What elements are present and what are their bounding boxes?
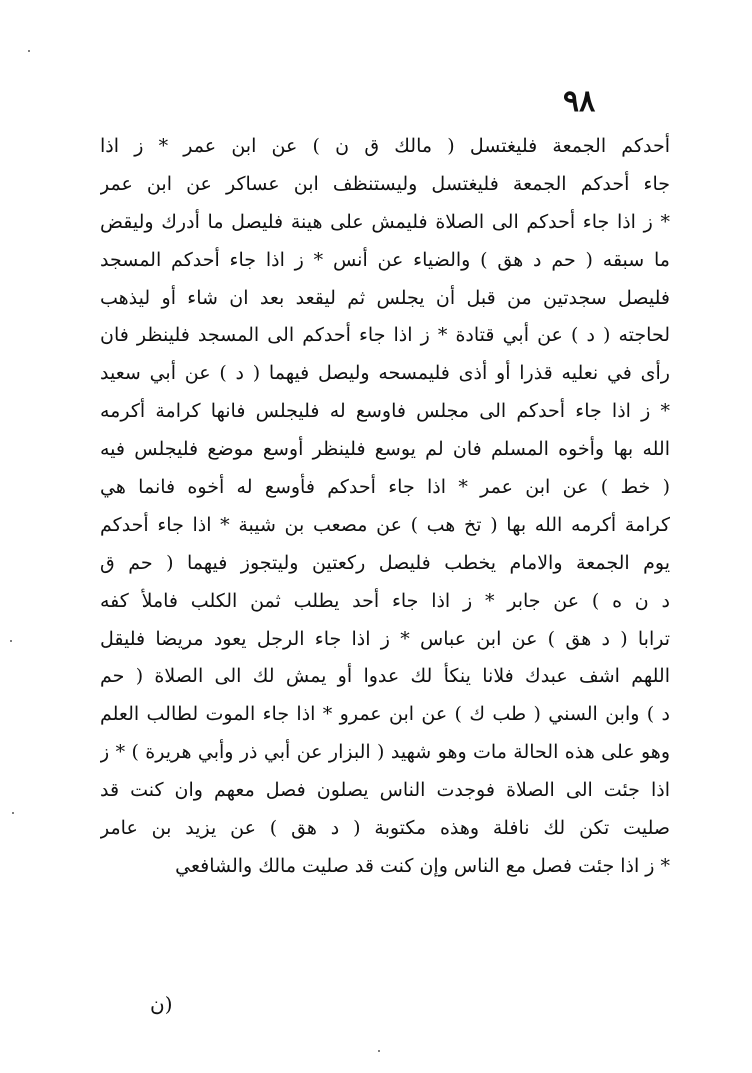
text-line: ( خط ) عن ابن عمر * اذا جاء أحدكم فأوسع له أخوه فانما هي [100, 476, 670, 499]
text-line: رأى في نعليه قذرا أو أذى فليمسحه وليصل فيهما ( د ) عن أبي سعيد [100, 362, 670, 385]
text-line: وهو على هذه الحالة مات وهو شهيد ( البزار عن أبي ذر وأبي هريرة ) * ز [100, 741, 670, 764]
text-line: صليت تكن لك نافلة وهذه مكتوبة ( د هق ) عن يزيد بن عامر [100, 817, 670, 840]
text-line: أحدكم الجمعة فليغتسل ( مالك ق ن ) عن ابن عمر * ز اذا [100, 135, 670, 157]
text-line: د ) وابن السني ( طب ك ) عن ابن عمرو * اذا جاء الموت لطالب العلم [100, 703, 670, 726]
text-line: اذا جئت الى الصلاة فوجدت الناس يصلون فصل معهم وان كنت قد [100, 779, 670, 802]
text-line: * ز اذا جاء أحدكم الى مجلس فاوسع له فليجلس فانها كرامة أكرمه [100, 400, 670, 423]
text-line: كرامة أكرمه الله بها ( تخ هب ) عن مصعب بن شيبة * اذا جاء أحدكم [100, 513, 670, 536]
scan-speck [28, 50, 30, 52]
text-line: الله بها وأخوه المسلم فان لم يوسع فلينظر أوسع موضع فليجلس فيه [100, 438, 670, 461]
text-line: ترابا ( د هق ) عن ابن عباس * ز اذا جاء الرجل يعود مريضا فليقل [100, 627, 670, 650]
text-block [100, 128, 670, 886]
text-line: د ن ه ) عن جابر * ز اذا جاء أحد يطلب ثمن الكلب فاملأ كفه [100, 589, 670, 612]
scan-speck [10, 640, 12, 642]
text-line: ما سبقه ( حم د هق ) والضياء عن أنس * ز اذا جاء أحدكم المسجد [100, 248, 670, 271]
catchword: (ن [150, 992, 173, 1016]
scan-speck [12, 812, 14, 814]
text-line: فليصل سجدتين من قبل أن يجلس ثم ليقعد بعد ان شاء أو ليذهب [100, 286, 670, 309]
scan-speck [378, 1050, 380, 1052]
page-number: ٩٨ [563, 84, 596, 119]
text-line: اللهم اشف عبدك فلانا ينكأ لك عدوا أو يمش لك الى الصلاة ( حم [100, 665, 670, 688]
text-line: جاء أحدكم الجمعة فليغتسل وليستنظف ابن عساكر عن ابن عمر [100, 172, 670, 195]
text-line: لحاجته ( د ) عن أبي قتادة * ز اذا جاء أحدكم الى المسجد فلينظر فان [100, 324, 670, 347]
text-line: يوم الجمعة والامام يخطب فليصل ركعتين وليتجوز فيهما ( حم ق [100, 551, 670, 574]
text-line: * ز اذا جئت فصل مع الناس وإن كنت قد صليت مالك والشافعي [175, 854, 670, 877]
text-line: * ز اذا جاء أحدكم الى الصلاة فليمش على هينة فليصل ما أدرك وليقض [100, 210, 670, 233]
